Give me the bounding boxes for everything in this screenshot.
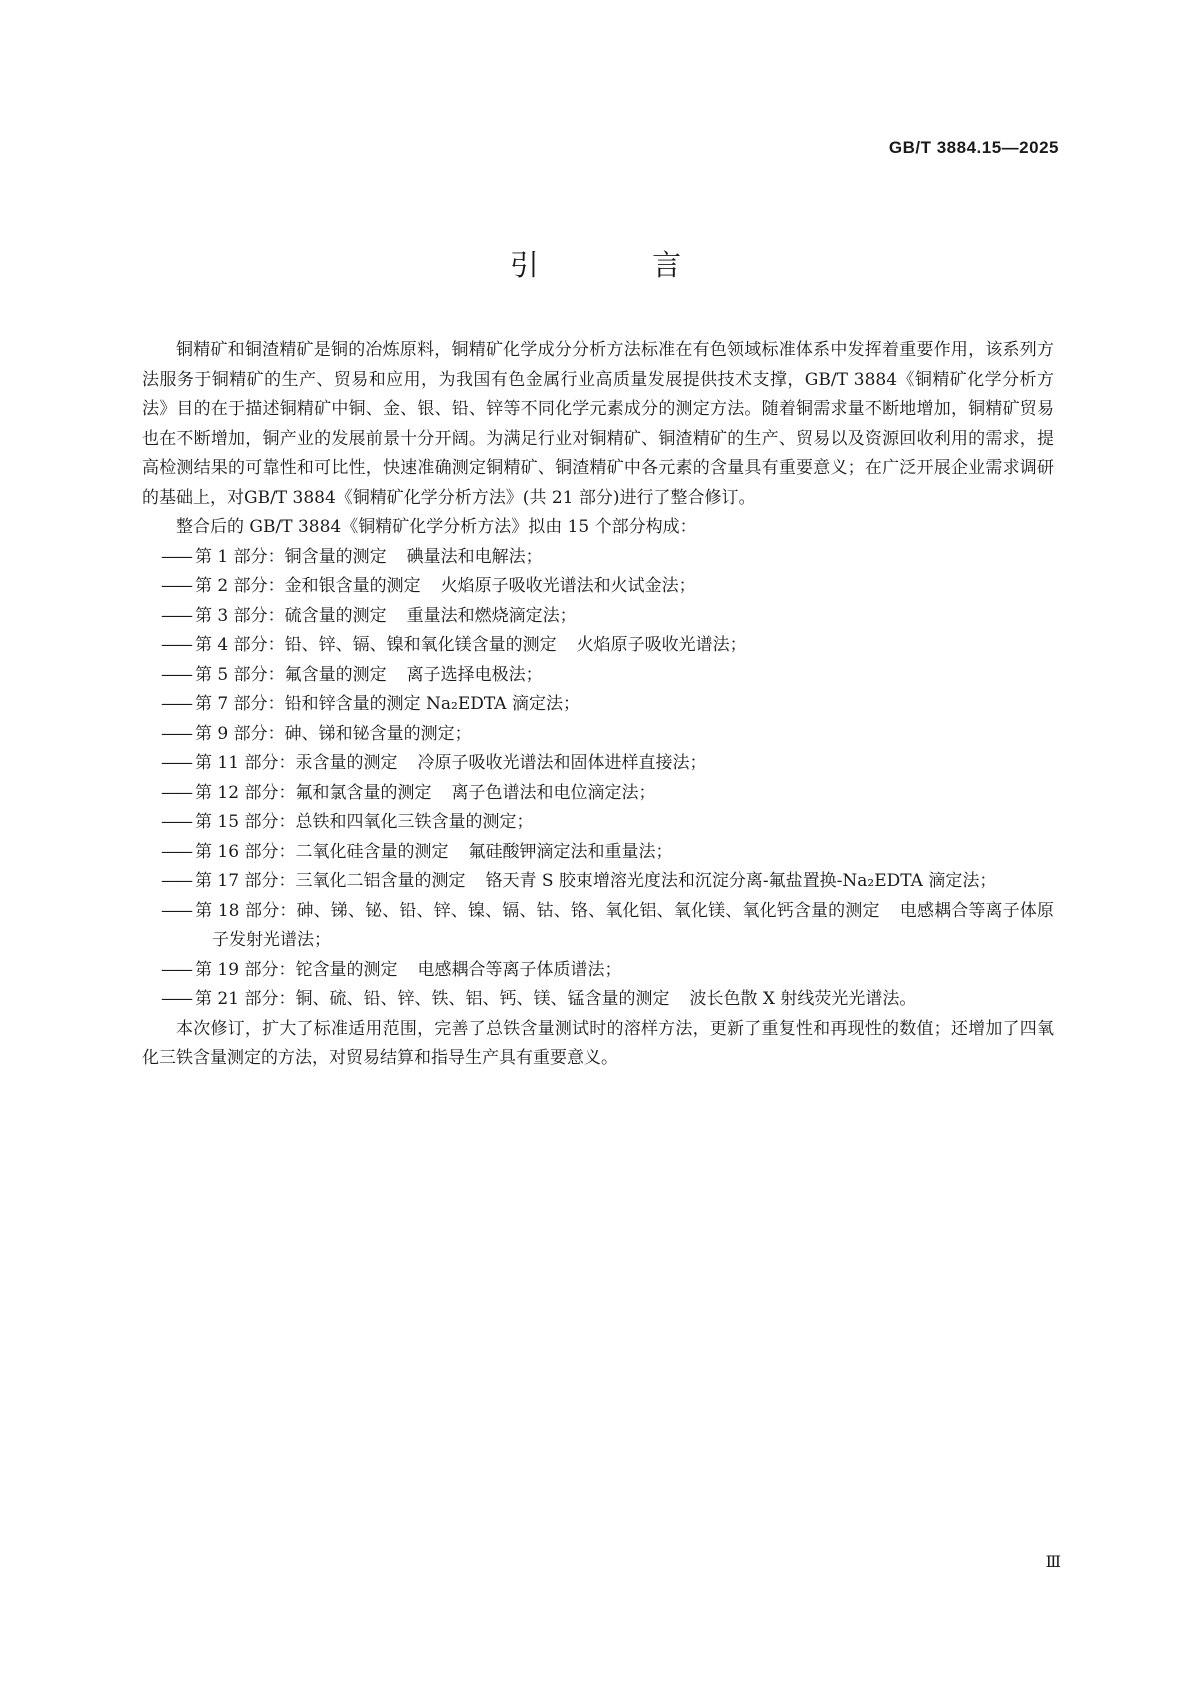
part-label: 第 17 部分：	[195, 871, 296, 891]
part-subject: 砷、锑、铋、铅、锌、镍、镉、钴、铬、氧化铝、氧化镁、氧化钙含量的测定	[296, 900, 880, 921]
introduction-body	[142, 336, 1054, 1074]
part-method: 电感耦合等离子体原子发射光谱法；	[212, 900, 1054, 950]
part-label: 第 7 部分：	[195, 694, 285, 714]
part-subject: 铊含量的测定	[295, 959, 398, 980]
list-dash: ——	[161, 694, 191, 714]
list-dash: ——	[161, 546, 191, 567]
list-dash: ——	[161, 635, 191, 655]
list-dash: ——	[161, 723, 191, 744]
list-dash: ——	[161, 989, 191, 1009]
part-list-item	[142, 572, 1054, 602]
part-method: 离子色谱法和电位滴定法；	[451, 782, 656, 803]
part-list-item	[142, 543, 1054, 573]
part-label: 第 16 部分：	[195, 841, 296, 862]
part-list-item	[142, 690, 1054, 720]
part-label: 第 12 部分：	[195, 782, 296, 803]
part-label: 第 15 部分：	[195, 812, 296, 832]
list-dash: ——	[161, 753, 191, 773]
part-subject: 铅和锌含量的测定 Na₂EDTA 滴定法；	[284, 694, 580, 714]
part-list-item	[142, 720, 1054, 750]
part-subject: 铜、硫、铅、锌、铁、铝、钙、镁、锰含量的测定	[295, 989, 670, 1009]
parts-list	[142, 543, 1054, 1015]
closing-paragraph: 本次修订，扩大了标准适用范围，完善了总铁含量测试时的溶样方法，更新了重复性和再现性的数值；还增加了四氧化三铁含量测定的方法，对贸易结算和指导生产具有重要意义。	[142, 1018, 1054, 1068]
part-method: 火焰原子吸收光谱法和火试金法；	[440, 576, 696, 596]
part-subject: 汞含量的测定	[295, 753, 398, 773]
part-method: 离子选择电极法；	[406, 664, 543, 685]
part-list-item	[142, 838, 1054, 868]
intro-paragraph: 铜精矿和铜渣精矿是铜的冶炼原料，铜精矿化学成分分析方法标准在有色领域标准体系中发挥着重要作用，该系列方法服务于铜精矿的生产、贸易和应用，为我国有色金属行业高质量发展提供技术支撑，GB/T 3884《铜精矿化学分析方法》目的在于描述铜精矿中铜、金、银、铅、锌等不同化学元素成分的测定方法。随着铜需求量不断地增加，铜精矿贸易也在不断增加，铜产业的发展前景十分开阔。为满足行业对铜精矿、铜渣精矿的生产、贸易以及资源回收利用的需求，提高检测结果的可靠性和可比性，快速准确测定铜精矿、铜渣精矿中各元素的含量具有重要意义；在广泛开展企业需求调研的基础上，对GB/T 3884《铜精矿化学分析方法》(共 21 部分)进行了整合修订。	[142, 340, 1054, 508]
part-subject: 金和银含量的测定	[284, 576, 421, 596]
part-list-item	[142, 867, 1054, 897]
part-label: 第 21 部分：	[195, 989, 296, 1009]
part-method: 波长色散 X 射线荧光光谱法。	[689, 989, 917, 1009]
part-subject: 硫含量的测定	[284, 605, 387, 626]
part-label: 第 18 部分：	[195, 900, 297, 921]
part-list-item	[142, 631, 1054, 661]
part-method: 铬天青 S 胶束增溶光度法和沉淀分离-氟盐置换-Na₂EDTA 滴定法；	[485, 871, 997, 891]
part-label: 第 3 部分：	[195, 605, 285, 626]
parts-lead-in: 整合后的 GB/T 3884《铜精矿化学分析方法》拟由 15 个部分构成：	[176, 517, 697, 537]
part-label: 第 9 部分：	[195, 723, 285, 744]
part-label: 第 4 部分：	[195, 635, 285, 655]
standard-number: GB/T 3884.15—2025	[888, 138, 1059, 157]
part-method: 重量法和燃烧滴定法；	[406, 605, 577, 626]
list-dash: ——	[161, 900, 191, 921]
part-label: 第 19 部分：	[195, 959, 296, 980]
part-list-item	[142, 985, 1054, 1015]
list-dash: ——	[161, 959, 191, 980]
part-method: 氟硅酸钾滴定法和重量法；	[468, 841, 673, 862]
list-dash: ——	[161, 871, 191, 891]
list-dash: ——	[161, 841, 191, 862]
part-subject: 砷、锑和铋含量的测定；	[284, 723, 472, 744]
part-list-item	[142, 779, 1054, 809]
part-label: 第 2 部分：	[195, 576, 285, 596]
part-subject: 铜含量的测定	[284, 546, 387, 567]
part-subject: 三氧化二铝含量的测定	[295, 871, 466, 891]
page-number: Ⅲ	[1045, 1552, 1061, 1571]
part-label: 第 1 部分：	[195, 546, 285, 567]
part-label: 第 5 部分：	[195, 664, 285, 685]
part-method: 电感耦合等离子体质谱法；	[417, 959, 622, 980]
part-list-item	[142, 602, 1054, 632]
part-label: 第 11 部分：	[195, 753, 296, 773]
part-list-item	[142, 661, 1054, 691]
list-dash: ——	[161, 576, 191, 596]
part-list-item	[142, 897, 1054, 956]
page-title: 引 言	[509, 248, 734, 282]
part-list-item	[142, 956, 1054, 986]
list-dash: ——	[161, 605, 191, 626]
list-dash: ——	[161, 782, 191, 803]
part-subject: 氟含量的测定	[284, 664, 387, 685]
part-list-item	[142, 749, 1054, 779]
part-method: 冷原子吸收光谱法和固体进样直接法；	[417, 753, 707, 773]
part-method: 碘量法和电解法；	[406, 546, 543, 567]
list-dash: ——	[161, 664, 191, 685]
part-method: 火焰原子吸收光谱法；	[576, 635, 747, 655]
part-subject: 二氧化硅含量的测定	[295, 841, 449, 862]
part-subject: 氟和氯含量的测定	[295, 782, 432, 803]
list-dash: ——	[161, 812, 191, 832]
part-subject: 总铁和四氧化三铁含量的测定；	[295, 812, 534, 832]
part-list-item	[142, 808, 1054, 838]
part-subject: 铅、锌、镉、镍和氧化镁含量的测定	[284, 635, 557, 655]
